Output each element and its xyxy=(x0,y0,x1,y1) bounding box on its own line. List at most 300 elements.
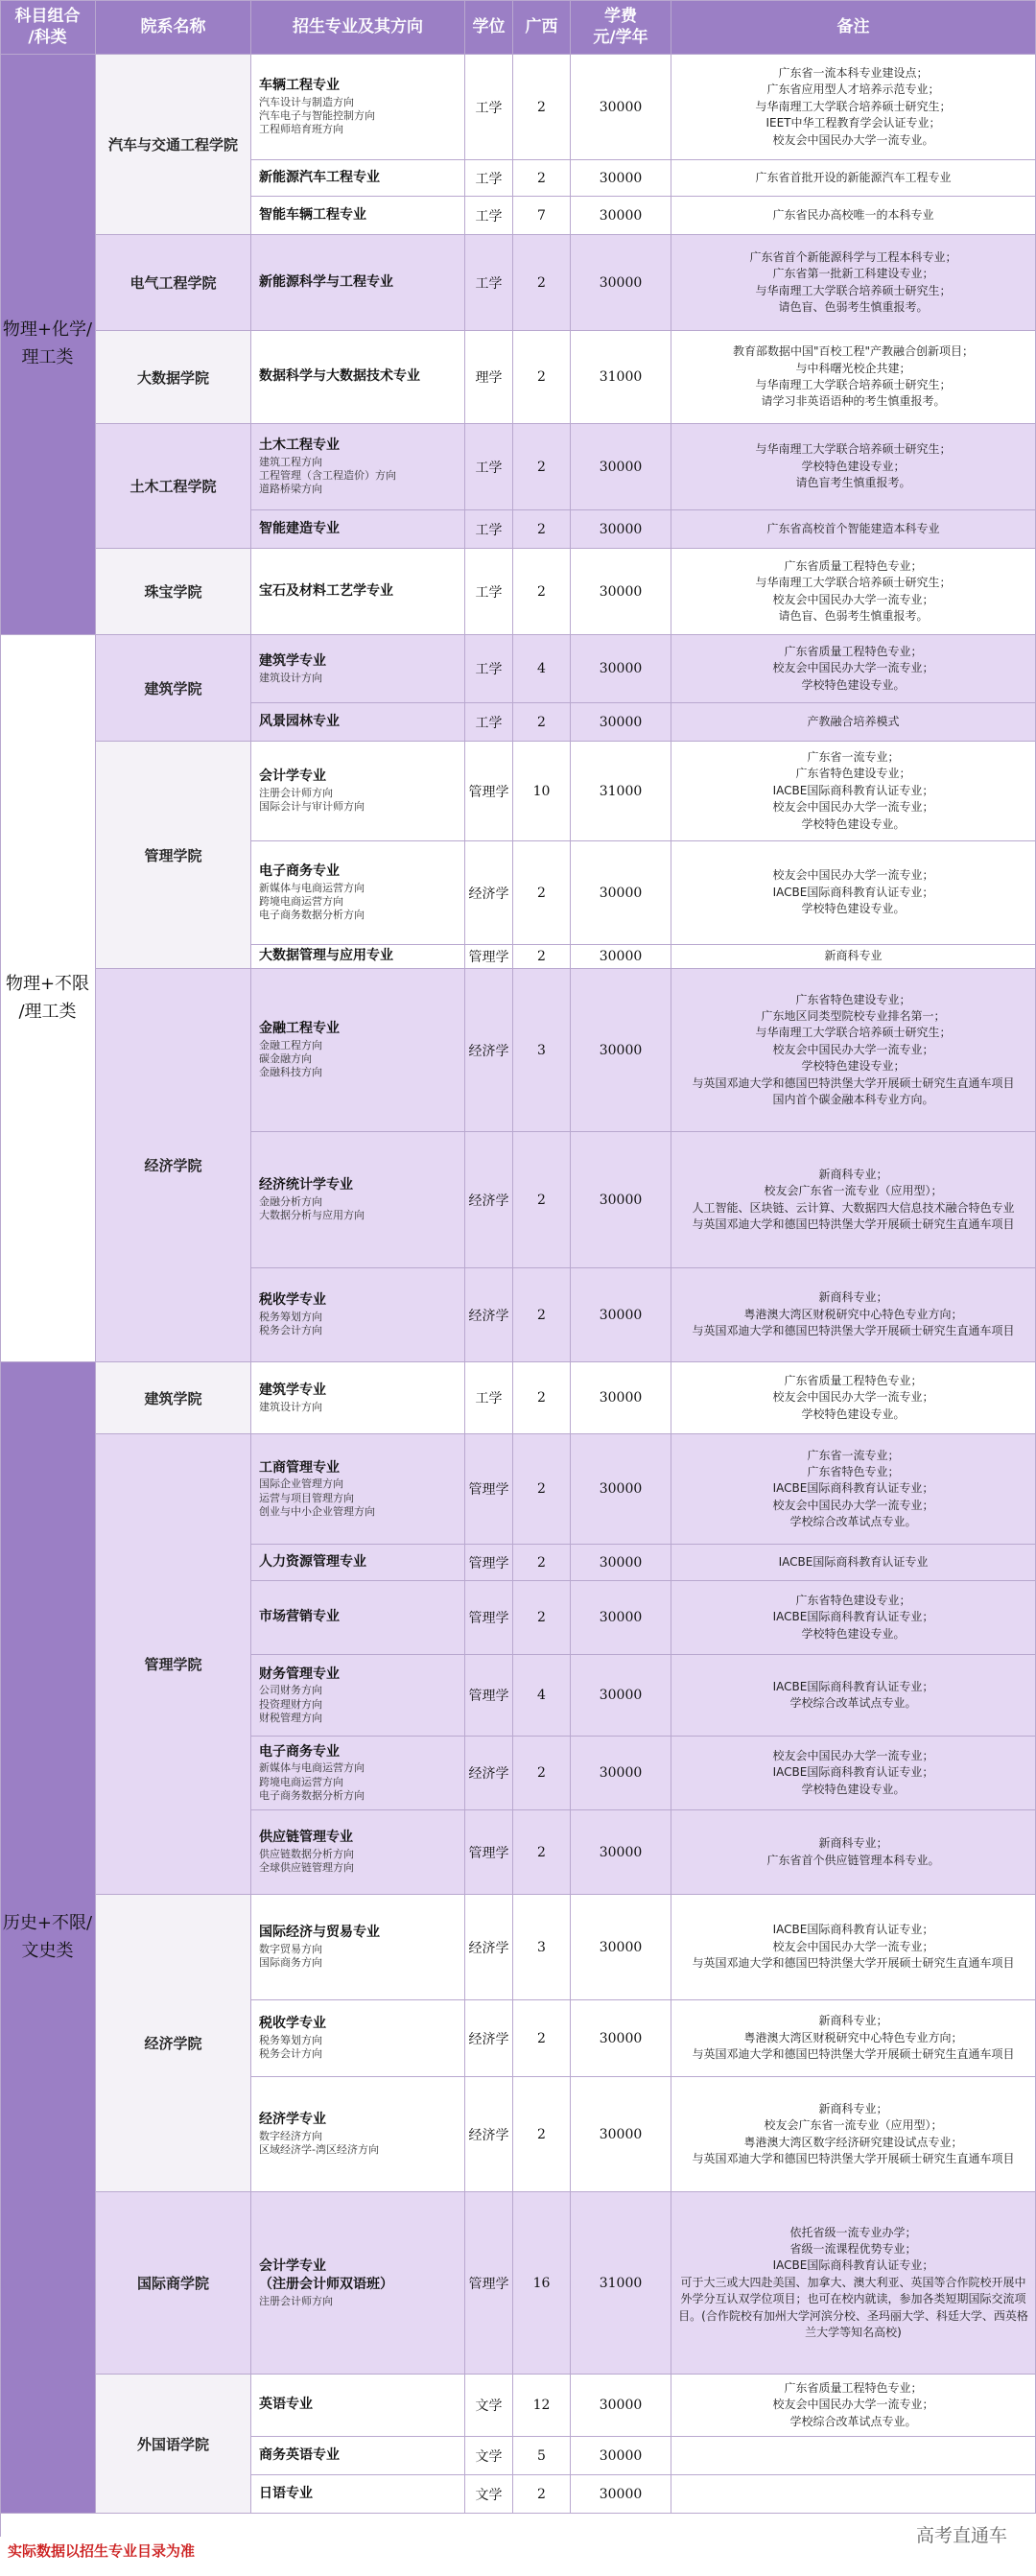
guangxi-quota-value: 2 xyxy=(537,170,546,186)
major-block xyxy=(259,713,340,732)
guangxi-quota-value: 2 xyxy=(537,1844,546,1860)
guangxi-quota-cell xyxy=(513,1268,571,1362)
major-directions: 建筑设计方向 xyxy=(259,1400,322,1413)
degree-cell xyxy=(465,549,513,635)
major-directions: 注册会计师方向 国际会计与审计师方向 xyxy=(259,787,365,814)
tuition-cell xyxy=(571,2375,671,2437)
tuition-value: 30000 xyxy=(599,949,643,964)
degree-value: 经济学 xyxy=(468,1043,509,1059)
degree-cell xyxy=(465,2077,513,2192)
major-directions: 建筑工程方向 工程管理（含工程造价）方向 道路桥梁方向 xyxy=(259,455,396,496)
guangxi-quota-cell xyxy=(513,510,571,549)
college-cell xyxy=(96,969,251,1362)
footer-note: 实际数据以招生专业目录为准 xyxy=(8,2542,196,2560)
degree-cell xyxy=(465,1545,513,1581)
tuition-value: 30000 xyxy=(599,714,643,730)
header-remarks-label: 备注 xyxy=(836,16,870,36)
remarks-cell xyxy=(671,969,1036,1132)
degree-value: 管理学 xyxy=(468,784,509,800)
tuition-cell xyxy=(571,197,671,235)
guangxi-quota-value: 2 xyxy=(537,2030,546,2046)
tuition-cell xyxy=(571,2000,671,2077)
college-name: 汽车与交通工程学院 xyxy=(107,136,238,154)
college-cell xyxy=(96,55,251,235)
subject-category xyxy=(0,1362,96,2514)
guangxi-quota-cell xyxy=(513,742,571,841)
degree-value: 经济学 xyxy=(468,886,509,902)
subject-category xyxy=(0,635,96,1362)
header-subject-group xyxy=(0,0,96,55)
remarks-text: 新商科专业； 粤港澳大湾区财税研究中心特色专业方向； 与英国邓迪大学和德国巴特洪堡大学开展硕士研究生直通车项目 xyxy=(692,1290,1015,1338)
remarks-cell xyxy=(671,1655,1036,1737)
degree-value: 管理学 xyxy=(468,1611,509,1626)
degree-value: 工学 xyxy=(475,208,503,225)
major-cell xyxy=(251,424,465,510)
degree-cell xyxy=(465,331,513,424)
guangxi-quota-value: 2 xyxy=(537,583,546,600)
remarks-cell xyxy=(671,55,1036,160)
major-name: 数据科学与大数据技术专业 xyxy=(259,368,420,385)
college-name: 土木工程学院 xyxy=(130,478,217,495)
major-cell xyxy=(251,1545,465,1581)
guangxi-quota-value: 3 xyxy=(537,1042,546,1058)
degree-value: 管理学 xyxy=(468,950,509,965)
major-directions: 金融工程方向 碳金融方向 金融科技方向 xyxy=(259,1038,322,1079)
guangxi-quota-cell xyxy=(513,1434,571,1545)
guangxi-quota-cell xyxy=(513,2375,571,2437)
remarks-text: 广东省特色建设专业； IACBE国际商科教育认证专业； 学校特色建设专业。 xyxy=(772,1593,934,1641)
remarks-cell xyxy=(671,1810,1036,1895)
major-cell xyxy=(251,2375,465,2437)
tuition-cell xyxy=(571,2077,671,2192)
remarks-text: 依托省级一流专业办学； 省级一流课程优势专业； IACBE国际商科教育认证专业； 可于大三或大四赴美国、加拿大、澳大利亚、英国等合作院校开展中外学分互认双学位项目；也可在校内就读，参加各类短期国际交流项目。(合作院校有加州大学河滨分校、圣玛丽大学、科廷大学、西英格兰大学等知名高校) xyxy=(678,2225,1028,2339)
major-name: 人力资源管理专业 xyxy=(259,1553,366,1570)
degree-cell xyxy=(465,1581,513,1655)
guangxi-quota-value: 2 xyxy=(537,369,546,385)
remarks-cell xyxy=(671,424,1036,510)
remarks-cell xyxy=(671,2000,1036,2077)
major-name: 会计学专业 （注册会计师双语班） xyxy=(259,2257,393,2293)
guangxi-quota-cell xyxy=(513,1581,571,1655)
header-college-label: 院系名称 xyxy=(140,16,206,36)
tuition-value: 30000 xyxy=(599,2486,643,2502)
tuition-cell xyxy=(571,510,671,549)
guangxi-quota-cell xyxy=(513,1362,571,1434)
tuition-cell xyxy=(571,1655,671,1737)
remarks-text: 广东省一流本科专业建设点； 广东省应用型人才培养示范专业； 与华南理工大学联合培养硕士研究生； IEET中华工程教育学会认证专业； 校友会中国民办大学一流专业。 xyxy=(755,66,952,147)
major-cell xyxy=(251,1268,465,1362)
tuition-cell xyxy=(571,1737,671,1810)
tuition-cell xyxy=(571,1581,671,1655)
degree-value: 管理学 xyxy=(468,1845,509,1861)
guangxi-quota-cell xyxy=(513,1895,571,2000)
guangxi-quota-value: 2 xyxy=(537,2486,546,2502)
major-name: 经济统计学专业 xyxy=(259,1177,353,1193)
guangxi-quota-cell xyxy=(513,1737,571,1810)
header-tuition xyxy=(571,0,671,55)
major-block xyxy=(259,2446,340,2466)
major-directions: 国际企业管理方向 运营与项目管理方向 创业与中小企业管理方向 xyxy=(259,1477,375,1518)
remarks-text: 广东省民办高校唯一的本科专业 xyxy=(772,207,934,222)
guangxi-quota-value: 2 xyxy=(537,1765,546,1781)
major-directions: 汽车设计与制造方向 汽车电子与智能控制方向 工程师培育班方向 xyxy=(259,95,375,136)
tuition-cell xyxy=(571,635,671,703)
tuition-value: 30000 xyxy=(599,207,643,224)
major-cell xyxy=(251,235,465,331)
degree-value: 管理学 xyxy=(468,1689,509,1704)
remarks-text: 广东省首个新能源科学与工程本科专业； 广东省第一批新工科建设专业； 与华南理工大学联合培养硕士研究生； 请色盲、色弱考生慎重报考。 xyxy=(749,249,957,314)
major-block xyxy=(259,77,375,136)
tuition-value: 30000 xyxy=(599,2126,643,2142)
college-cell xyxy=(96,235,251,331)
tuition-value: 30000 xyxy=(599,1610,643,1625)
remarks-cell xyxy=(671,2077,1036,2192)
remarks-text: 广东省质量工程特色专业； 校友会中国民办大学一流专业； 学校综合改革试点专业。 xyxy=(772,2380,934,2428)
remarks-text: 广东省质量工程特色专业； 校友会中国民办大学一流专业； 学校特色建设专业。 xyxy=(772,644,934,692)
guangxi-quota-cell xyxy=(513,841,571,945)
major-name: 智能车辆工程专业 xyxy=(259,206,366,223)
major-directions: 税务筹划方向 税务会计方向 xyxy=(259,1311,322,1337)
guangxi-quota-value: 2 xyxy=(537,949,546,964)
degree-value: 经济学 xyxy=(468,1766,509,1782)
tuition-cell xyxy=(571,1268,671,1362)
degree-cell xyxy=(465,2375,513,2437)
college-name: 大数据学院 xyxy=(136,368,209,387)
tuition-value: 30000 xyxy=(599,1481,643,1497)
major-cell xyxy=(251,331,465,424)
tuition-cell xyxy=(571,55,671,160)
guangxi-quota-cell xyxy=(513,424,571,510)
remarks-cell xyxy=(671,1132,1036,1268)
major-name: 宝石及材料工艺学专业 xyxy=(259,582,393,599)
degree-value: 工学 xyxy=(475,522,503,538)
major-directions: 新媒体与电商运营方向 跨境电商运营方向 电子商务数据分析方向 xyxy=(259,1761,365,1802)
remarks-cell xyxy=(671,1362,1036,1434)
degree-cell xyxy=(465,742,513,841)
major-cell xyxy=(251,969,465,1132)
remarks-text: 广东省首批开设的新能源汽车工程专业 xyxy=(755,170,952,184)
degree-cell xyxy=(465,635,513,703)
major-name: 税收学专业 xyxy=(259,2016,326,2032)
college-name: 建筑学院 xyxy=(144,1389,202,1407)
degree-cell xyxy=(465,1132,513,1268)
remarks-text: 广东省质量工程特色专业； 校友会中国民办大学一流专业； 学校特色建设专业。 xyxy=(772,1373,934,1421)
guangxi-quota-cell xyxy=(513,2077,571,2192)
major-block xyxy=(259,2257,393,2308)
major-block xyxy=(259,1176,365,1222)
tuition-value: 30000 xyxy=(599,99,643,115)
header-guangxi-label: 广西 xyxy=(525,16,558,36)
guangxi-quota-cell xyxy=(513,945,571,969)
tuition-cell xyxy=(571,1545,671,1581)
college-cell xyxy=(96,2375,251,2514)
degree-value: 文学 xyxy=(475,2399,503,2414)
remarks-cell xyxy=(671,1581,1036,1655)
major-name: 新能源科学与工程专业 xyxy=(259,273,393,290)
major-name: 车辆工程专业 xyxy=(259,78,340,94)
major-block xyxy=(259,437,396,496)
major-cell xyxy=(251,2077,465,2192)
college-cell xyxy=(96,635,251,742)
tuition-value: 30000 xyxy=(599,2030,643,2046)
tuition-cell xyxy=(571,160,671,197)
degree-cell xyxy=(465,1737,513,1810)
tuition-cell xyxy=(571,1132,671,1268)
college-cell xyxy=(96,1434,251,1895)
header-college xyxy=(96,0,251,55)
subject-category xyxy=(0,55,96,635)
major-directions: 新媒体与电商运营方向 跨境电商运营方向 电子商务数据分析方向 xyxy=(259,881,365,922)
remarks-cell xyxy=(671,1434,1036,1545)
guangxi-quota-value: 2 xyxy=(537,1481,546,1497)
major-name: 供应链管理专业 xyxy=(259,1830,353,1846)
major-cell xyxy=(251,1895,465,2000)
tuition-cell xyxy=(571,424,671,510)
guangxi-quota-cell xyxy=(513,1545,571,1581)
major-name: 大数据管理与应用专业 xyxy=(259,948,393,964)
degree-cell xyxy=(465,945,513,969)
major-directions: 税务筹划方向 税务会计方向 xyxy=(259,2034,322,2061)
major-block xyxy=(259,1743,365,1803)
degree-cell xyxy=(465,1655,513,1737)
guangxi-quota-cell xyxy=(513,969,571,1132)
major-cell xyxy=(251,1132,465,1268)
major-block xyxy=(259,1608,340,1627)
guangxi-quota-value: 5 xyxy=(537,2447,546,2464)
remarks-cell xyxy=(671,1895,1036,2000)
college-cell xyxy=(96,331,251,424)
remarks-cell xyxy=(671,841,1036,945)
major-block xyxy=(259,947,393,966)
tuition-value: 30000 xyxy=(599,583,643,600)
degree-value: 管理学 xyxy=(468,1555,509,1572)
degree-value: 经济学 xyxy=(468,2127,509,2143)
guangxi-quota-value: 2 xyxy=(537,459,546,475)
college-name: 经济学院 xyxy=(144,1157,202,1174)
header-tuition-label: 学费 元/学年 xyxy=(593,6,648,47)
tuition-value: 30000 xyxy=(599,521,643,537)
college-name: 管理学院 xyxy=(144,846,202,864)
degree-value: 工学 xyxy=(475,1391,503,1406)
degree-cell xyxy=(465,2192,513,2375)
tuition-value: 30000 xyxy=(599,2447,643,2464)
remarks-cell xyxy=(671,160,1036,197)
major-cell xyxy=(251,945,465,969)
remarks-cell xyxy=(671,1545,1036,1581)
remarks-text: 广东省高校首个智能建造本科专业 xyxy=(766,521,940,535)
remarks-cell xyxy=(671,2437,1036,2475)
college-cell xyxy=(96,1895,251,2192)
tuition-value: 31000 xyxy=(599,2275,643,2291)
major-block xyxy=(259,582,393,602)
tuition-cell xyxy=(571,703,671,742)
major-block xyxy=(259,1020,340,1079)
remarks-text: 校友会中国民办大学一流专业； IACBE国际商科教育认证专业； 学校特色建设专业。 xyxy=(772,1748,934,1796)
degree-value: 文学 xyxy=(475,2487,503,2503)
guangxi-quota-cell xyxy=(513,2192,571,2375)
major-block xyxy=(259,206,366,225)
major-block xyxy=(259,1829,354,1875)
tuition-value: 30000 xyxy=(599,1042,643,1058)
header-degree-label: 学位 xyxy=(472,16,506,36)
remarks-text: 新商科专业； 广东省首个供应链管理本科专业。 xyxy=(766,1836,940,1867)
major-block xyxy=(259,768,365,814)
major-name: 风景园林专业 xyxy=(259,713,340,729)
degree-value: 工学 xyxy=(475,275,503,292)
major-cell xyxy=(251,2437,465,2475)
guangxi-quota-value: 4 xyxy=(537,661,546,676)
degree-value: 工学 xyxy=(475,584,503,601)
degree-value: 文学 xyxy=(475,2448,503,2465)
major-block xyxy=(259,1291,326,1337)
major-directions: 注册会计师方向 xyxy=(259,2294,333,2307)
degree-cell xyxy=(465,424,513,510)
major-name: 电子商务专业 xyxy=(259,863,340,880)
remarks-text: 广东省一流专业； 广东省特色建设专业； IACBE国际商科教育认证专业； 校友会中国民办大学一流专业； 学校特色建设专业。 xyxy=(772,750,934,831)
tuition-value: 30000 xyxy=(599,1844,643,1860)
college-cell xyxy=(96,1362,251,1434)
subject-category-label: 物理+化学/ 理工类 xyxy=(2,319,93,367)
major-name: 电子商务专业 xyxy=(259,1743,340,1760)
major-name: 新能源汽车工程专业 xyxy=(259,169,380,185)
remarks-cell xyxy=(671,1268,1036,1362)
guangxi-quota-value: 4 xyxy=(537,1688,546,1703)
degree-value: 工学 xyxy=(475,460,503,476)
guangxi-quota-cell xyxy=(513,331,571,424)
guangxi-quota-cell xyxy=(513,160,571,197)
degree-value: 经济学 xyxy=(468,2031,509,2047)
remarks-text: 产教融合培养模式 xyxy=(807,714,900,728)
major-name: 经济学专业 xyxy=(259,2112,326,2128)
guangxi-quota-cell xyxy=(513,2000,571,2077)
tuition-value: 30000 xyxy=(599,1390,643,1406)
tuition-value: 30000 xyxy=(599,1307,643,1323)
major-cell xyxy=(251,197,465,235)
guangxi-quota-cell xyxy=(513,703,571,742)
major-name: 市场营销专业 xyxy=(259,1609,340,1625)
major-name: 英语专业 xyxy=(259,2397,313,2413)
major-block xyxy=(259,2111,379,2157)
major-cell xyxy=(251,549,465,635)
guangxi-quota-value: 10 xyxy=(532,783,551,799)
major-block xyxy=(259,1924,380,1970)
guangxi-quota-value: 2 xyxy=(537,99,546,115)
tuition-cell xyxy=(571,1895,671,2000)
major-name: 国际经济与贸易专业 xyxy=(259,1925,380,1941)
major-cell xyxy=(251,703,465,742)
major-name: 土木工程专业 xyxy=(259,437,340,454)
major-cell xyxy=(251,160,465,197)
major-block xyxy=(259,2485,313,2504)
tuition-value: 30000 xyxy=(599,459,643,475)
major-directions: 数字贸易方向 国际商务方向 xyxy=(259,1943,322,1970)
major-name: 金融工程专业 xyxy=(259,1021,340,1037)
degree-value: 工学 xyxy=(475,100,503,116)
remarks-text: 新商科专业； 校友会广东省一流专业（应用型）； 粤港澳大湾区数字经济研究建设试点专业； 与英国邓迪大学和德国巴特洪堡大学开展硕士研究生直通车项目 xyxy=(692,2101,1015,2165)
degree-value: 理学 xyxy=(475,370,503,386)
college-name: 外国语学院 xyxy=(136,2435,209,2453)
college-name: 建筑学院 xyxy=(144,679,202,697)
major-block xyxy=(259,1382,326,1414)
tuition-cell xyxy=(571,1434,671,1545)
guangxi-quota-cell xyxy=(513,549,571,635)
remarks-cell xyxy=(671,703,1036,742)
remarks-text: 新商科专业 xyxy=(824,949,883,963)
guangxi-quota-value: 2 xyxy=(537,714,546,730)
header-subject-group-label: 科目组合 /科类 xyxy=(14,6,81,47)
header-major xyxy=(251,0,465,55)
guangxi-quota-value: 2 xyxy=(537,2126,546,2142)
remarks-cell xyxy=(671,510,1036,549)
tuition-value: 30000 xyxy=(599,885,643,901)
header-major-label: 招生专业及其方向 xyxy=(293,16,423,36)
major-block xyxy=(259,273,393,293)
major-block xyxy=(259,1666,340,1725)
degree-value: 管理学 xyxy=(468,1482,509,1498)
major-block xyxy=(259,1553,366,1572)
tuition-value: 30000 xyxy=(599,2398,643,2413)
major-cell xyxy=(251,2192,465,2375)
tuition-cell xyxy=(571,969,671,1132)
degree-value: 工学 xyxy=(475,715,503,731)
subject-category-label: 历史+不限/ 文史类 xyxy=(2,1912,93,1961)
tuition-value: 30000 xyxy=(599,1192,643,1208)
degree-cell xyxy=(465,1434,513,1545)
major-directions: 公司财务方向 投资理财方向 财税管理方向 xyxy=(259,1684,322,1724)
tuition-cell xyxy=(571,235,671,331)
major-cell xyxy=(251,1362,465,1434)
major-block xyxy=(259,1459,375,1519)
remarks-cell xyxy=(671,331,1036,424)
tuition-value: 30000 xyxy=(599,1554,643,1571)
major-block xyxy=(259,367,420,387)
major-name: 会计学专业 xyxy=(259,768,326,785)
guangxi-quota-value: 16 xyxy=(532,2275,551,2291)
tuition-cell xyxy=(571,945,671,969)
major-cell xyxy=(251,1810,465,1895)
tuition-cell xyxy=(571,2192,671,2375)
major-cell xyxy=(251,742,465,841)
major-cell xyxy=(251,635,465,703)
header-remarks xyxy=(671,0,1036,55)
guangxi-quota-value: 2 xyxy=(537,1390,546,1406)
major-cell xyxy=(251,55,465,160)
degree-cell xyxy=(465,55,513,160)
major-block xyxy=(259,863,365,922)
remarks-text: IACBE国际商科教育认证专业； 校友会中国民办大学一流专业； 与英国邓迪大学和德国巴特洪堡大学开展硕士研究生直通车项目 xyxy=(692,1923,1015,1971)
college-cell xyxy=(96,2192,251,2375)
remarks-text: 新商科专业； 校友会广东省一流专业（应用型）； 人工智能、区块链、云计算、大数据四大信息技术融合特色专业 与英国邓迪大学和德国巴特洪堡大学开展硕士研究生直通车项目 xyxy=(692,1167,1015,1231)
major-block xyxy=(259,2015,326,2061)
degree-value: 经济学 xyxy=(468,1940,509,1956)
tuition-cell xyxy=(571,2437,671,2475)
remarks-cell xyxy=(671,2475,1036,2514)
guangxi-quota-cell xyxy=(513,1132,571,1268)
guangxi-quota-value: 2 xyxy=(537,274,546,291)
guangxi-quota-value: 12 xyxy=(532,2398,551,2413)
major-directions: 金融分析方向 大数据分析与应用方向 xyxy=(259,1195,365,1222)
degree-cell xyxy=(465,1810,513,1895)
guangxi-quota-value: 2 xyxy=(537,1307,546,1323)
degree-value: 工学 xyxy=(475,171,503,187)
degree-cell xyxy=(465,2437,513,2475)
remarks-text: IACBE国际商科教育认证专业 xyxy=(778,1554,929,1569)
college-name: 电气工程学院 xyxy=(130,274,217,292)
tuition-cell xyxy=(571,1362,671,1434)
major-name: 日语专业 xyxy=(259,2485,313,2501)
major-directions: 供应链数据分析方向 全球供应链管理方向 xyxy=(259,1848,354,1875)
degree-cell xyxy=(465,1895,513,2000)
